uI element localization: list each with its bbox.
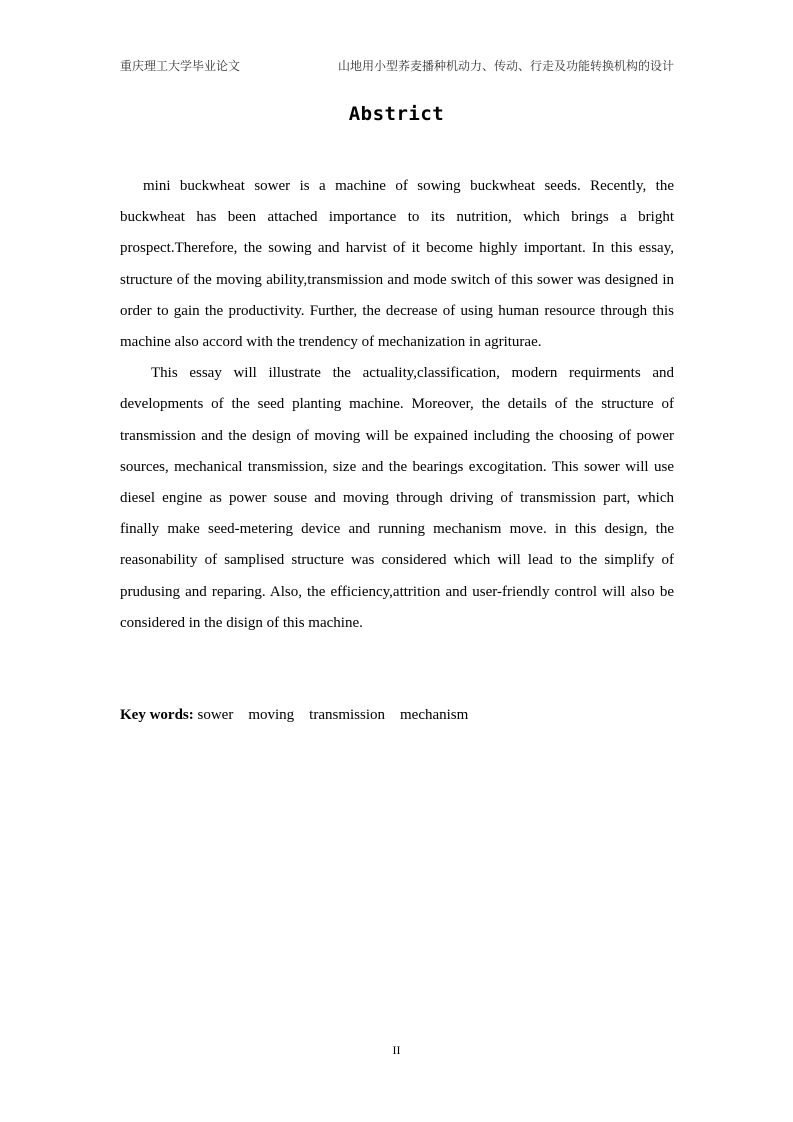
keywords-values: sower moving transmission mechanism — [197, 707, 469, 723]
page-title: Abstrict — [348, 103, 445, 125]
header-divider — [120, 80, 674, 81]
page-number: II — [392, 1043, 401, 1057]
abstract-paragraph-2: This essay will illustrate the actuality,classification, modern requirments and developments of the seed planting machine. Moreover, the details of the structure of transmission and the design of moving will be expained including the choosing of power sources, mechanical transmission, size and the bearings excogitation. This sower will use diesel engine as power souse and moving through driving of transmission part, which finally make seed-metering device and running mechanism move. in this design, the reasonability of samplised structure was considered which will lead to the simplify of prudusing and reparing. Also, the efficiency,attrition and user-friendly control will also be considered in the disign of this machine. — [120, 365, 674, 631]
header-university: 重庆理工大学毕业论文 — [120, 59, 241, 73]
keywords-label: Key words: — [120, 707, 194, 723]
header-thesis-title: 山地用小型荞麦播种机动力、传动、行走及功能转换机构的设计 — [337, 59, 674, 73]
abstract-body — [120, 171, 674, 639]
keywords-line — [120, 702, 674, 728]
page-header — [120, 57, 674, 77]
abstract-paragraph-1: mini buckwheat sower is a machine of sowing buckwheat seeds. Recently, the buckwheat has been attached importance to its nutrition, which brings a bright prospect.Therefore, the sowing and harvist of it become highly important. In this essay, structure of the moving ability,transmission and mode switch of this sower was designed in order to gain the productivity. Further, the decrease of using human resource through this machine also accord with the trendency of mechanization in agriturae. — [120, 178, 674, 351]
